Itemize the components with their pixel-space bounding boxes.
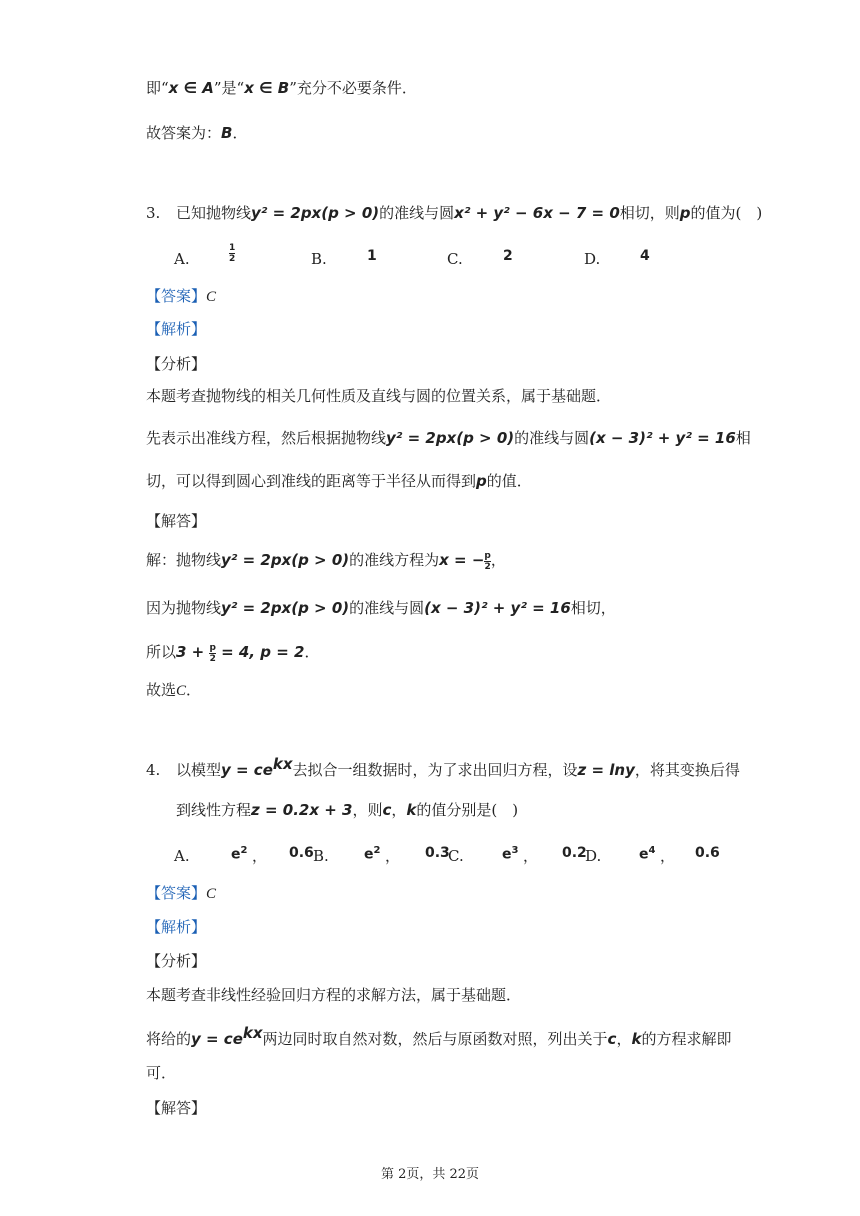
option-b-comma: ，	[385, 847, 401, 865]
text-segment: ，	[490, 551, 506, 569]
math-expression: B	[221, 124, 233, 142]
math-expression: C	[176, 683, 187, 699]
text-segment: 去拟合一组数据时，为了求出回归方程，设	[292, 761, 578, 779]
option-c-base	[502, 845, 518, 863]
question-4-fenxi-2	[146, 1022, 731, 1050]
question-3-fenxi-tag: 【分析】	[146, 355, 207, 373]
option-b-value: 1	[367, 248, 377, 264]
text-segment: 相	[735, 429, 751, 447]
answer-conclusion-line	[146, 122, 247, 144]
fraction-numerator: p	[209, 642, 216, 653]
fraction-denominator: 2	[484, 561, 491, 572]
text-segment: ，	[391, 801, 407, 819]
math-expression: y = ce	[221, 761, 273, 779]
question-4-fenxi-tag: 【分析】	[146, 952, 207, 970]
question-4-answer	[146, 882, 216, 905]
fraction-numerator: 1	[229, 243, 236, 253]
math-superscript: 2	[373, 845, 381, 856]
question-4-fenxi-3: 可．	[146, 1064, 177, 1082]
option-d-value: 4	[640, 248, 650, 264]
question-3-stem	[146, 202, 762, 224]
answer-value: C	[206, 886, 217, 902]
option-c-comma: ，	[523, 847, 539, 865]
math-superscript: 3	[511, 845, 519, 856]
text-segment: 的准线与圆	[514, 429, 590, 447]
math-base: e	[502, 846, 512, 863]
answer-value: C	[206, 289, 217, 305]
text-segment: 切，可以得到圆心到准线的距离等于半径从而得到	[146, 472, 477, 490]
answer-tag: 【答案】	[146, 884, 207, 902]
math-expression: x = −	[439, 551, 485, 569]
math-expression: 3 +	[176, 643, 210, 661]
text-segment: 的值分别是( )	[416, 801, 519, 819]
option-c-label: C.	[447, 250, 463, 268]
math-expression: z = lny	[577, 761, 635, 779]
question-number: 3.	[146, 204, 161, 222]
math-base: e	[231, 846, 241, 863]
fraction-denominator: 2	[229, 254, 236, 264]
question-4-stem-2	[176, 799, 518, 821]
text-segment: ，	[616, 1030, 632, 1048]
question-4-fenxi-1: 本题考查非线性经验回归方程的求解方法，属于基础题．	[146, 986, 522, 1004]
text-segment: 即“	[146, 79, 169, 97]
option-d-comma: ，	[660, 847, 676, 865]
text-segment: ”是“	[213, 79, 245, 97]
option-a-label: A.	[174, 250, 190, 268]
text-segment: 已知抛物线	[176, 204, 252, 222]
text-segment: ”充分不必要条件．	[289, 79, 417, 97]
option-d-label: D.	[584, 250, 601, 268]
option-b-label: B.	[311, 250, 327, 268]
option-d-label: D.	[585, 847, 602, 865]
text-segment: 先表示出准线方程，然后根据抛物线	[146, 429, 387, 447]
text-segment: 相切，	[570, 599, 616, 617]
question-3-fenxi-3	[146, 470, 532, 492]
question-4-stem-1	[146, 753, 740, 781]
math-expression: k	[631, 1030, 642, 1048]
text-segment: 故答案为：	[146, 124, 222, 142]
text-segment: 解：抛物线	[146, 551, 222, 569]
option-b-base	[364, 845, 380, 863]
fraction-numerator: p	[484, 550, 491, 561]
option-c-value: 2	[503, 248, 513, 264]
math-expression: (x − 3)² + y² = 16	[424, 599, 571, 617]
math-expression: y² = 2px(p > 0)	[251, 204, 380, 222]
text-segment: ，将其变换后得	[634, 761, 740, 779]
text-segment: ．	[232, 124, 248, 142]
question-3-analysis-tag: 【解析】	[146, 320, 207, 338]
option-a-label: A.	[174, 847, 190, 865]
option-a-base	[231, 845, 247, 863]
text-segment: 所以	[146, 643, 177, 661]
question-3-fenxi-2	[146, 427, 751, 449]
math-expression: y² = 2px(p > 0)	[221, 599, 350, 617]
text-segment: 的值．	[486, 472, 532, 490]
math-expression: y² = 2px(p > 0)	[221, 551, 350, 569]
math-expression: y² = 2px(p > 0)	[386, 429, 515, 447]
math-superscript: 4	[648, 845, 656, 856]
math-expression: (x − 3)² + y² = 16	[589, 429, 736, 447]
question-4-jieda-tag: 【解答】	[146, 1099, 207, 1117]
math-superscript: kx	[272, 755, 293, 773]
text-segment: 的准线与圆	[349, 599, 425, 617]
question-3-jieda-tag: 【解答】	[146, 512, 207, 530]
text-segment: 的准线与圆	[379, 204, 455, 222]
text-segment: 的方程求解即	[641, 1030, 732, 1048]
math-expression: = 4, p = 2	[215, 643, 305, 661]
math-base: e	[364, 846, 374, 863]
option-a-fraction	[229, 243, 235, 264]
answer-tag: 【答案】	[146, 287, 207, 305]
math-expression: p	[679, 204, 691, 222]
math-superscript: 2	[240, 845, 248, 856]
text-segment: 到线性方程	[176, 801, 252, 819]
math-expression: y = ce	[191, 1030, 243, 1048]
option-b-value: 0.3	[425, 845, 450, 861]
math-base: e	[639, 846, 649, 863]
text-segment: 的值为( )	[690, 204, 763, 222]
option-c-label: C.	[448, 847, 464, 865]
question-3-solution-3	[146, 641, 320, 664]
question-3-solution-1	[146, 549, 506, 572]
text-segment: 两边同时取自然对数，然后与原函数对照，列出关于	[262, 1030, 608, 1048]
math-expression: c	[382, 801, 392, 819]
text-segment: 因为抛物线	[146, 599, 222, 617]
text-segment: ．	[304, 643, 320, 661]
conclusion-line	[146, 77, 417, 99]
question-3-fenxi-1: 本题考查抛物线的相关几何性质及直线与圆的位置关系，属于基础题．	[146, 387, 612, 405]
option-a-comma: ，	[252, 847, 268, 865]
fraction-denominator: 2	[209, 653, 216, 664]
math-expression: x² + y² − 6x − 7 = 0	[454, 204, 620, 222]
option-a-value: 0.6	[289, 845, 314, 861]
option-b-label: B.	[313, 847, 329, 865]
question-4-analysis-tag: 【解析】	[146, 918, 207, 936]
option-d-value: 0.6	[695, 845, 720, 861]
text-segment: 相切，则	[619, 204, 680, 222]
text-segment: ，则	[352, 801, 383, 819]
question-number: 4.	[146, 761, 161, 779]
question-3-solution-2	[146, 597, 616, 619]
text-segment: ．	[186, 681, 202, 699]
math-expression: z = 0.2x + 3	[251, 801, 353, 819]
text-segment: 故选	[146, 681, 177, 699]
question-3-answer	[146, 285, 216, 308]
math-superscript: kx	[242, 1024, 263, 1042]
math-expression: c	[607, 1030, 617, 1048]
math-expression: p	[476, 472, 487, 490]
page-footer: 第 2页，共 22页	[380, 1167, 480, 1182]
math-expression: k	[406, 801, 417, 819]
text-segment: 将给的	[146, 1030, 192, 1048]
option-d-base	[639, 845, 655, 863]
question-3-solution-4	[146, 679, 201, 702]
option-c-value: 0.2	[562, 845, 587, 861]
math-expression: x ∈ B	[244, 79, 290, 97]
text-segment: 的准线方程为	[349, 551, 440, 569]
math-expression: x ∈ A	[168, 79, 214, 97]
text-segment: 以模型	[176, 761, 222, 779]
